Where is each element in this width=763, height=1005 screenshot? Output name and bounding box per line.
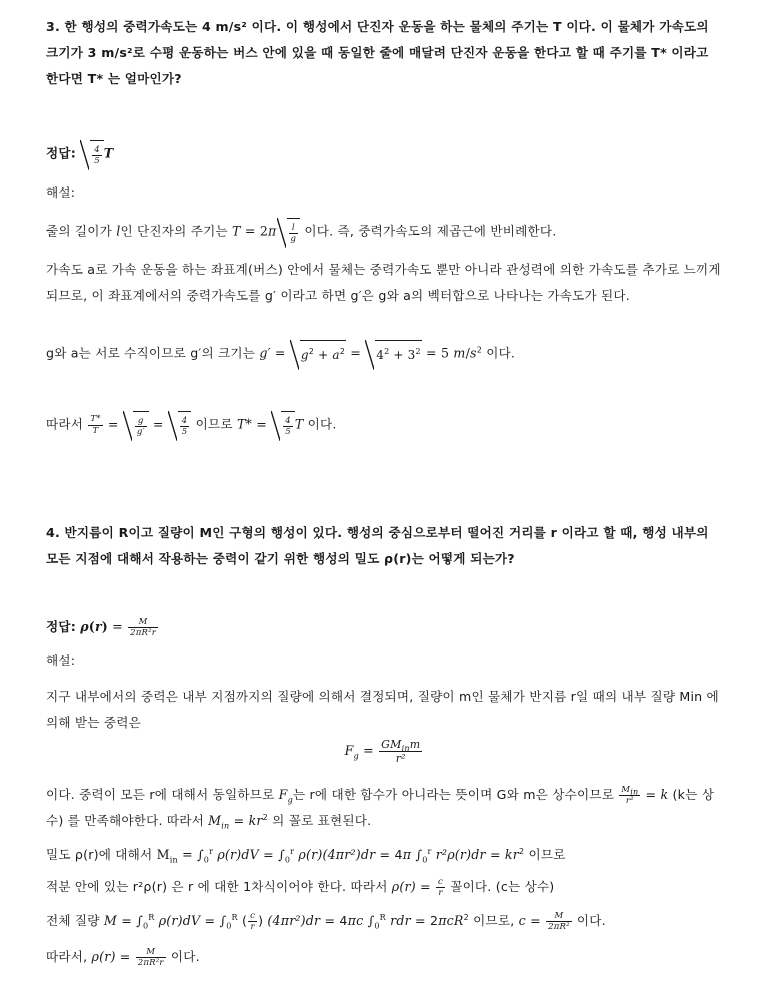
problem-3-explain-label: 해설: — [46, 185, 76, 200]
text-run: 이므로, — [473, 913, 515, 928]
sqrt-formula: $\frac{g}{g'}$ — [123, 411, 149, 439]
problem-4-title: 4. 반지름이 R이고 질량이 M인 구형의 행성이 있다. 행성의 중심으로부터 떨어진 거리를 r 이라고 할 때, 행성 내부의 모든 지점에 대해서 작용하는 중력이 같기 위한 행성의 밀도 ρ(r)는 어떻게 되는가? — [46, 525, 709, 566]
problem-3-title: 3. 한 행성의 중력가속도는 4 m/s² 이다. 이 행성에서 단진자 운동을 하는 물체의 주기는 T 이다. 이 물체가 가속도의 크기가 3 m/s²로 수평 운동하는 버스 안에 있을 때 동일한 줄에 매달려 단진자 운동을 한다고 할 때 주기를 T* 이라고 한다면 T* 는 얼마인가? — [46, 19, 709, 86]
problem-3-answer — [46, 140, 722, 168]
problem-3-para-4: 따라서 $\frac{T*}{T}$ = $\frac{g}{g'}$ = $\frac{4}{5}$ 이므로 T* = $\frac{4}{5}$ T 이다. — [46, 411, 722, 439]
sqrt-formula: $\frac{4}{5}$ — [271, 411, 295, 439]
problem-4-explain-label: 해설: — [46, 653, 76, 668]
fraction: $\frac{M}{\text{2πR²r}}$ — [137, 946, 164, 968]
sqrt-formula: $4^2 + 3^2$ — [365, 340, 422, 368]
text-run: 이다. 중력이 모든 r에 대해서 동일하므로 — [46, 787, 275, 802]
problem-3-para-1: 줄의 길이가 l인 단진자의 주기는 T = 2π $\frac{l}{g}$ 이다. 즉, 중력가속도의 제곱근에 반비례한다. — [46, 218, 722, 246]
text-run: 줄의 길이가 — [46, 223, 113, 239]
text-run: 이다. — [576, 913, 606, 928]
text-run: 인 단진자의 주기는 — [120, 223, 228, 239]
text-run: 꼴이다. (c는 상수) — [450, 879, 555, 894]
text-run: 이므로 — [528, 847, 566, 862]
text-run: 따라서 — [46, 416, 84, 432]
text-run: 적분 안에 있는 r²ρ(r) 은 r 에 대한 1차식이어야 한다. 따라서 — [46, 879, 388, 894]
answer-label: 정답: — [46, 619, 76, 634]
problem-4-para-3: 밀도 ρ(r)에 대해서 $M_{in} = \int_0^r$ $\rho(r)dV = \int_0^r$ ρ(r)(4πr²)dr = 4π $\int_0^r$ $r^2\rho(r)dr = kr^2$ 이므로 — [46, 846, 566, 865]
text-run: 전체 질량 — [46, 913, 100, 928]
text-run: g와 a는 서로 수직이므로 g′의 크기는 — [46, 345, 256, 361]
problem-4-answer: 정답: ρ(r) = $\frac{M}{\text{2πR²r}}$ — [46, 616, 157, 638]
sqrt-formula: $\frac{4}{5}$ — [80, 140, 104, 168]
fraction: $\frac{M}{\text{2πR²}}$ — [548, 910, 570, 932]
sqrt-formula: $\frac{4}{5}$ — [168, 411, 192, 439]
text-run: 이다. — [307, 416, 337, 432]
problem-4-para-5: 전체 질량 $M = \int_0^R$ $\rho(r)dV = \int_0^R$ ( $\frac{c}{r}$ ) (4πr²)dr = 4πc $\int_0^R$ rdr = 2πcR$^2$ 이므로, c = $\frac{M}{\text{2πR²}}$ 이다. — [46, 910, 606, 932]
gravity-formula: $F_g$ = $\frac{GM_{in}m}{\text{r²}}$ — [344, 738, 421, 765]
text-run: (k는 상수) 를 만족해야한다. 따라서 — [46, 787, 715, 828]
fraction: $\frac{T*}{T}$ — [90, 414, 101, 436]
text-run: 이다. — [486, 345, 516, 361]
text-run: 는 r에 대한 함수가 아니라는 뜻이며 G와 m은 상수이므로 — [292, 787, 615, 802]
problem-4-para-6: 따라서, ρ(r) = $\frac{M}{\text{2πR²r}}$ 이다. — [46, 946, 200, 968]
fraction: $\frac{c}{r}$ — [250, 910, 256, 932]
answer-label: 정답: — [46, 145, 76, 161]
text-run: 이다. — [170, 949, 200, 964]
sqrt-formula: $g^2 + a^2$ — [290, 340, 346, 368]
fraction: $\frac{c}{r}$ — [438, 876, 443, 898]
fraction: $\frac{M_{in}}{\text{r²}}$ — [621, 784, 639, 806]
answer-tail: T — [103, 145, 114, 161]
text-run: 의 꼴로 표현된다. — [272, 813, 372, 828]
text-run: 이므로 — [195, 416, 233, 432]
fraction: $\frac{GM_{in}m}{\text{r²}}$ — [381, 738, 421, 765]
problem-3-para-3: g와 a는 서로 수직이므로 g′의 크기는 $g' = g^2 + a^2 = 4^2 + 3^2 = 5$ $m/s^2$ 이다. — [46, 340, 722, 368]
problem-3-para-2: 가속도 a로 가속 운동을 하는 좌표계(버스) 안에서 물체는 중력가속도 뿐만 아니라 관성력에 의한 가속도를 추가로 느끼게 되므로, 이 좌표계에서의 중력가속도를 g′ 이라고 하면 g′은 g와 a의 벡터합으로 나타나는 가속도가 된다. — [46, 262, 721, 303]
text-run: 밀도 ρ(r)에 대해서 — [46, 847, 153, 862]
problem-4-para-4: 적분 안에 있는 r²ρ(r) 은 r 에 대한 1차식이어야 한다. 따라서 ρ(r) = $\frac{c}{r}$ 꼴이다. (c는 상수) — [46, 876, 555, 898]
text-run: 이다. 즉, 중력가속도의 제곱근에 반비례한다. — [304, 223, 557, 239]
text-run: 따라서, — [46, 949, 88, 964]
sqrt-formula: $\frac{l}{g}$ — [277, 218, 301, 246]
fraction: $\frac{M}{\text{2πR²r}}$ — [130, 616, 157, 638]
problem-4-para-2: 이다. 중력이 모든 r에 대해서 동일하므로 $F_g$는 r에 대한 함수가 아니라는 뜻이며 G와 m은 상수이므로 $\frac{M_{in}}{\text{r²}}$ = k (k는 상수) 를 만족해야한다. 따라서 $M_{in} = kr^2$ 의 꼴로 표현된다. — [46, 784, 715, 831]
problem-4-para-1: 지구 내부에서의 중력은 내부 지점까지의 질량에 의해서 결정되며, 질량이 m인 물체가 반지름 r일 때의 내부 질량 Min 에 의해 받는 중력은 — [46, 689, 719, 730]
